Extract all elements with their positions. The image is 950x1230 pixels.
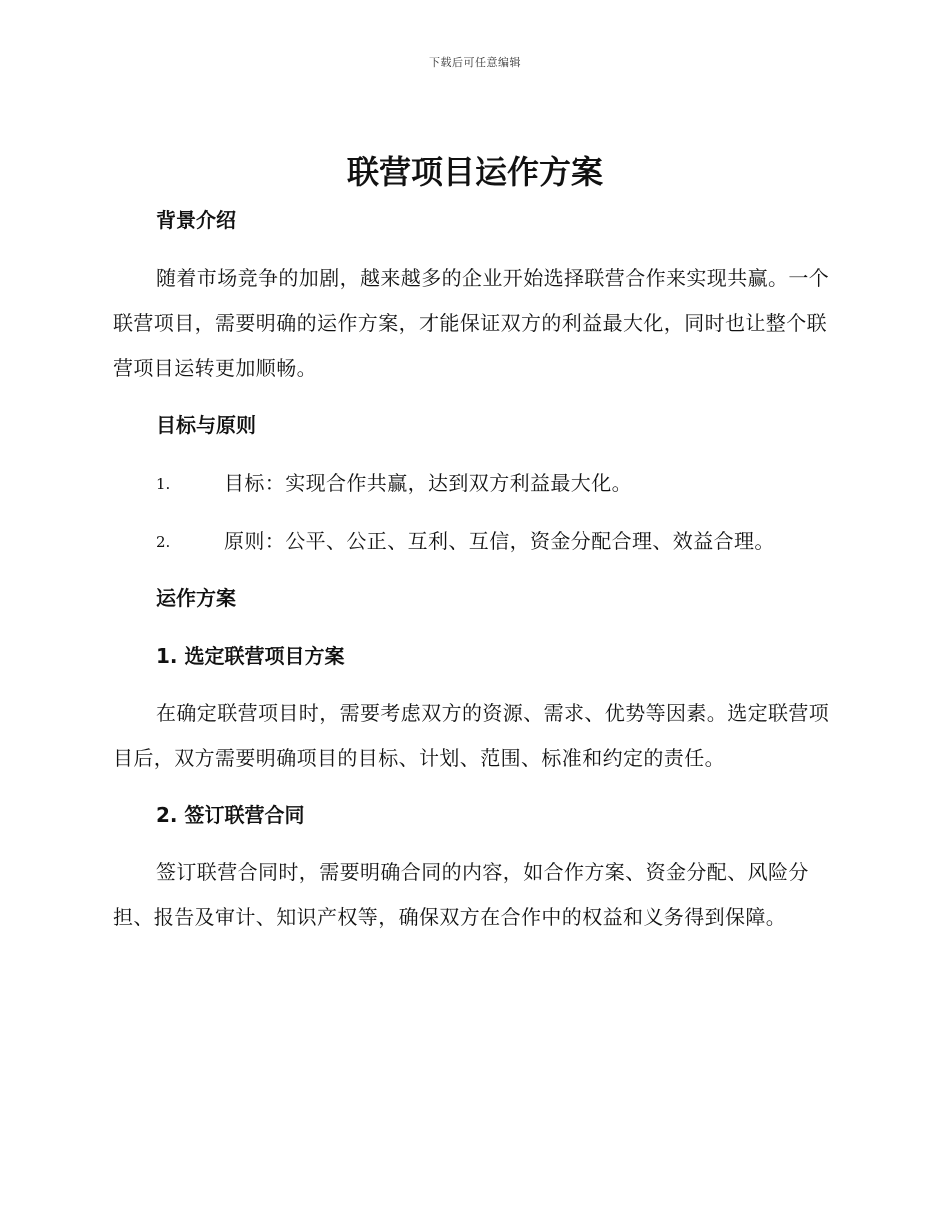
section-heading-goals: 目标与原则: [156, 413, 256, 437]
list-item-number: 1.: [156, 475, 171, 493]
list-item-number: 2.: [156, 533, 171, 551]
list-item: [156, 469, 632, 498]
document-title: 联营项目运作方案: [346, 153, 603, 191]
background-paragraph: 随着市场竞争的加剧，越来越多的企业开始选择联营合作来实现共赢。一个联营项目，需要明确的运作方案，才能保证双方的利益最大化，同时也让整个联营项目运转更加顺畅。: [113, 266, 830, 380]
header-note: 下载后可任意编辑: [429, 56, 521, 69]
sign-contract-paragraph: 签订联营合同时，需要明确合同的内容，如合作方案、资金分配、风险分担、报告及审计、知识产权等，确保双方在合作中的权益和义务得到保障。: [113, 860, 809, 929]
list-item: [156, 527, 775, 556]
section-heading-background: 背景介绍: [156, 208, 236, 232]
list-item-text: 原则：公平、公正、互利、互信，资金分配合理、效益合理。: [224, 529, 775, 553]
subsection-heading-sign-contract: 2. 签订联营合同: [156, 803, 305, 827]
select-project-paragraph: 在确定联营项目时，需要考虑双方的资源、需求、优势等因素。选定联营项目后，双方需要明确项目的目标、计划、范围、标准和约定的责任。: [113, 701, 830, 770]
list-item-text: 目标：实现合作共赢，达到双方利益最大化。: [224, 471, 632, 495]
subsection-heading-select-project: 1. 选定联营项目方案: [156, 644, 345, 668]
section-heading-plan: 运作方案: [156, 586, 236, 610]
